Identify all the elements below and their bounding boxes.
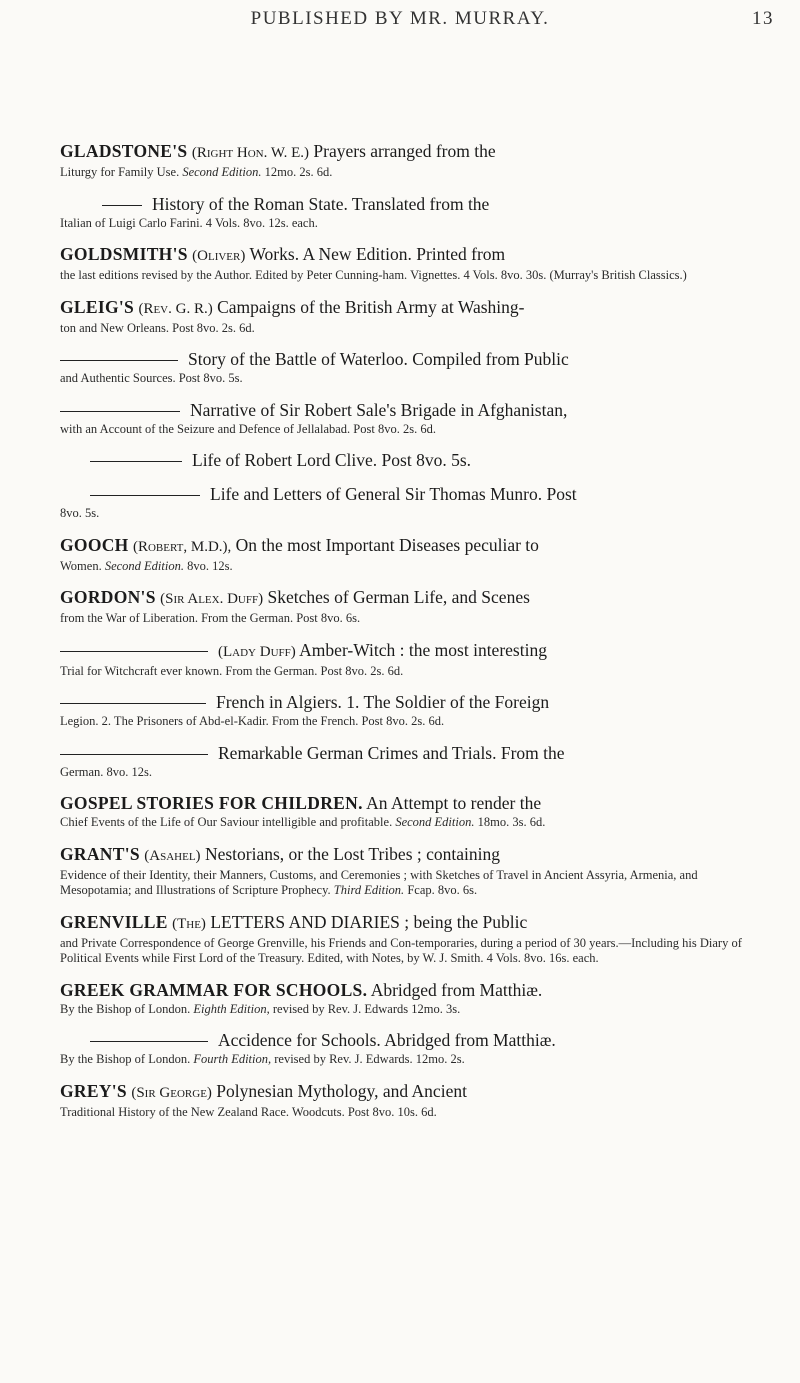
catalogue-entry — [60, 793, 768, 831]
entry-title: LETTERS AND DIARIES ; being the Public — [210, 911, 528, 932]
entry-title: French in Algiers. 1. The Soldier of the Foreign — [216, 692, 550, 712]
catalogue-list — [60, 141, 768, 1133]
entry-edition: Second Edition. — [395, 815, 475, 829]
entry-title: Life and Letters of General Sir Thomas Munro. Post — [210, 484, 577, 504]
entry-author-detail: (Asahel) — [144, 847, 201, 864]
entry-title: Polynesian Mythology, and Ancient — [216, 1080, 467, 1101]
entry-author: GOLDSMITH'S — [60, 244, 188, 264]
page-header — [0, 4, 800, 44]
entry-author: GORDON'S — [60, 587, 156, 607]
entry-title: On the most Important Diseases peculiar to — [235, 534, 539, 555]
entry-author-detail: (Sir Alex. Duff) — [160, 591, 264, 607]
catalogue-entry — [60, 692, 768, 730]
catalogue-entry — [60, 194, 768, 232]
catalogue-entry — [60, 400, 768, 438]
catalogue-entry — [60, 844, 768, 899]
entry-title: Accidence for Schools. Abridged from Matthiæ. — [218, 1030, 556, 1050]
catalogue-entry — [60, 297, 768, 337]
ditto-rule — [60, 411, 180, 412]
entry-title: Story of the Battle of Waterloo. Compiled from Public — [188, 349, 569, 369]
entry-details: ton and New Orleans. Post 8vo. 2s. 6d. — [60, 320, 255, 335]
entry-details: German. 8vo. 12s. — [60, 764, 152, 779]
entry-details: Evidence of their Identity, their Manners, Customs, and Ceremonies ; with Sketches of Travel in Ancient Assyria, Armenia, and Mesopotamia; and Illustrations of Scripture Prophecy. — [60, 867, 698, 897]
ditto-rule — [90, 1041, 208, 1042]
entry-title: Amber-Witch : the most interesting — [299, 639, 547, 660]
entry-details: Women. — [60, 558, 102, 573]
entry-title: Prayers arranged from the — [313, 141, 496, 161]
catalogue-entry — [60, 244, 768, 284]
entry-title: Works. A New Edition. Printed from — [249, 244, 506, 264]
entry-details: By the Bishop of London. — [60, 1001, 191, 1016]
entry-details: Italian of Luigi Carlo Farini. 4 Vols. 8vo. 12s. each. — [60, 215, 318, 230]
entry-author-detail: (Sir George) — [131, 1084, 212, 1101]
running-title: PUBLISHED BY MR. MURRAY. — [250, 8, 550, 29]
entry-edition: Eighth Edition, — [193, 1001, 270, 1016]
entry-details: and Authentic Sources. Post 8vo. 5s. — [60, 371, 243, 385]
catalogue-entry — [60, 743, 768, 781]
entry-details: Liturgy for Family Use. — [60, 165, 180, 179]
entry-author-detail: (Right Hon. W. E.) — [191, 145, 310, 161]
entry-edition: Second Edition. — [182, 165, 262, 179]
entry-details: 8vo. 5s. — [60, 506, 100, 520]
entry-title: Nestorians, or the Lost Tribes ; containing — [204, 843, 500, 864]
entry-details: Legion. 2. The Prisoners of Abd-el-Kadir. From the French. Post 8vo. 2s. 6d. — [60, 714, 445, 728]
catalogue-entry — [60, 141, 768, 181]
ditto-rule — [102, 205, 142, 206]
entry-title: Campaigns of the British Army at Washing- — [217, 296, 525, 317]
entry-details-end: 18mo. 3s. 6d. — [477, 815, 546, 829]
entry-author: GRENVILLE — [60, 911, 168, 932]
entry-details-end: 12mo. 2s. 6d. — [264, 165, 333, 179]
entry-details: Trial for Witchcraft ever known. From the German. Post 8vo. 2s. 6d. — [60, 663, 404, 678]
entry-details-end: Fcap. 8vo. 6s. — [407, 883, 478, 897]
entry-title: Sketches of German Life, and Scenes — [267, 587, 530, 607]
entry-author-detail: (Oliver) — [192, 248, 246, 264]
entry-edition: Third Edition. — [333, 883, 405, 897]
ditto-rule — [60, 651, 208, 652]
ditto-rule — [90, 495, 200, 496]
ditto-rule — [60, 703, 206, 704]
entry-details-end: 8vo. 12s. — [187, 558, 233, 573]
entry-title: An Attempt to render the — [366, 793, 542, 813]
entry-edition: Fourth Edition, — [193, 1052, 272, 1066]
ditto-rule — [60, 360, 178, 361]
entry-title: History of the Roman State. Translated from the — [152, 193, 490, 214]
entry-details: By the Bishop of London. — [60, 1052, 191, 1066]
entry-author: GLEIG'S — [60, 296, 135, 317]
ditto-rule — [90, 461, 182, 462]
ditto-rule — [60, 754, 208, 755]
catalogue-entry — [60, 349, 768, 387]
entry-author-detail: (Rev. G. R.) — [138, 300, 213, 317]
entry-title: Life of Robert Lord Clive. Post 8vo. 5s. — [192, 450, 472, 470]
catalogue-entry — [60, 1030, 768, 1068]
entry-author: GLADSTONE'S — [60, 141, 188, 161]
entry-author: GOOCH — [60, 534, 129, 555]
entry-title: Remarkable German Crimes and Trials. From the — [218, 742, 565, 763]
catalogue-entry — [60, 980, 768, 1018]
catalogue-entry — [60, 912, 768, 967]
entry-details: Chief Events of the Life of Our Saviour intelligible and profitable. — [60, 815, 393, 829]
entry-author-detail: (Lady Duff) — [218, 643, 296, 660]
catalogue-entry — [60, 484, 768, 522]
entry-author: GRANT'S — [60, 843, 140, 864]
entry-details: from the War of Liberation. From the German. Post 8vo. 6s. — [60, 611, 361, 625]
entry-details: and Private Correspondence of George Grenville, his Friends and Con-temporaries, during a period of 30 years.—Including his Diary of Political Events while First Lord of the Treasury. Edited, with Notes, by W. J. Smith. 4 Vols. 8vo. 16s. each. — [60, 935, 742, 965]
entry-details: Traditional History of the New Zealand Race. Woodcuts. Post 8vo. 10s. 6d. — [60, 1104, 437, 1119]
entry-details: with an Account of the Seizure and Defence of Jellalabad. Post 8vo. 2s. 6d. — [60, 421, 436, 436]
page-number: 13 — [752, 8, 774, 29]
entry-author: GOSPEL STORIES FOR CHILDREN. — [60, 793, 363, 813]
entry-author-detail: (The) — [172, 915, 206, 932]
catalogue-entry — [60, 450, 768, 471]
entry-details-end: revised by Rev. J. Edwards 12mo. 3s. — [272, 1001, 461, 1016]
entry-author: GREY'S — [60, 1080, 127, 1101]
entry-author: GREEK GRAMMAR FOR SCHOOLS. — [60, 979, 368, 1000]
catalogue-entry — [60, 1081, 768, 1121]
catalogue-entry — [60, 535, 768, 575]
entry-title: Abridged from Matthiæ. — [370, 979, 543, 1000]
entry-author-detail: (Robert, M.D.), — [132, 538, 232, 555]
entry-details: the last editions revised by the Author. Edited by Peter Cunning-ham. Vignettes. 4 Vols. 8vo. 30s. (Murray's British Classics.) — [60, 268, 687, 282]
entry-title: Narrative of Sir Robert Sale's Brigade in Afghanistan, — [190, 399, 568, 420]
catalogue-entry — [60, 640, 768, 680]
entry-details-end: revised by Rev. J. Edwards. 12mo. 2s. — [274, 1052, 465, 1066]
entry-edition: Second Edition. — [104, 558, 184, 573]
catalogue-entry — [60, 587, 768, 627]
